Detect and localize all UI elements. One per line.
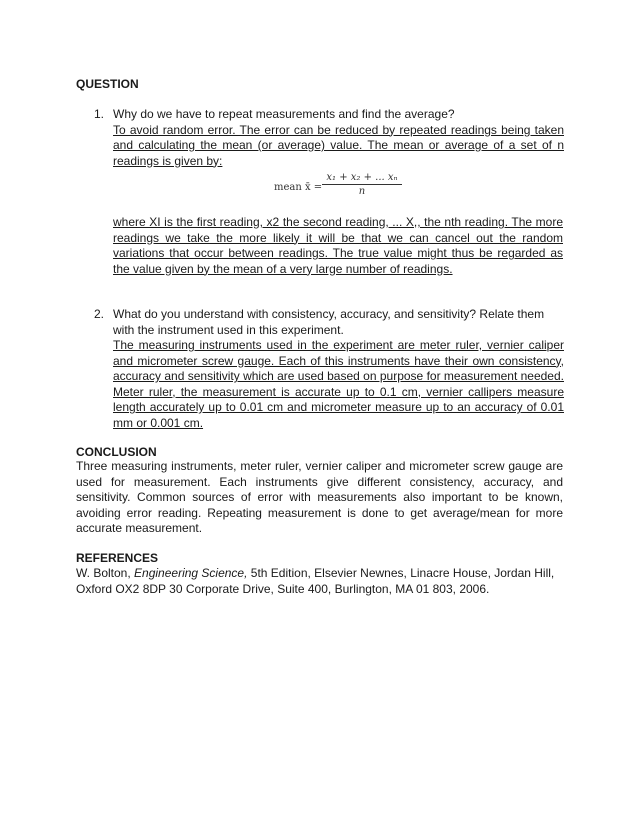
formula-numerator: x₁ + x₂ + ... xₙ: [322, 172, 402, 185]
item-number: 2.: [94, 307, 105, 321]
references-heading: REFERENCES: [76, 551, 159, 565]
reference-author: W. Bolton,: [76, 566, 135, 580]
question-text: Why do we have to repeat measurements and find the average?: [113, 107, 455, 121]
question-item-1: [94, 107, 564, 169]
item-number: 1.: [94, 107, 105, 121]
formula-fraction: [322, 172, 402, 197]
formula-lhs: mean x̄ =: [274, 182, 323, 193]
answer-text: To avoid random error. The error can be reduced by repeated readings being taken and calculating the mean (or average) value. The mean or average of a set of n readings is given by:: [113, 122, 564, 168]
reference-details: 5th Edition, Elsevier Newnes, Linacre House, Jordan Hill, Oxford OX2 8DP 30 Corporate Drive, Suite 400, Burlington, MA 01 803, 2006.: [76, 566, 555, 596]
answer-continuation: where XI is the first reading, x2 the second reading, ... X,, the nth reading. The more readings we take the more likely it will be that we can cancel out the random variations that occur between readings. The true value might thus be regarded as the value given by the mean of a very large number of readings.: [113, 215, 563, 276]
reference-title: Engineering Science,: [134, 566, 248, 580]
answer-text: The measuring instruments used in the experiment are meter ruler, vernier caliper and micrometer screw gauge. Each of this instruments have their own consistency, accuracy and sensitivity which are used based on purpose for measurement needed. Meter ruler, the measurement is accurate up to 0.1 cm, vernier callipers measure length accurately up to 0.01 cm and micrometer measure up to an accuracy of 0.01 mm or 0.001 cm.: [113, 338, 564, 430]
conclusion-text: Three measuring instruments, meter ruler, vernier caliper and micrometer screw gauge are used for measurement. Each instruments give different consistency, accuracy, and sensitivity. Common sources of error with measurements also important to be known, avoiding error reading. Repeating measurement is done to get average/mean for more accurate measurement.: [76, 459, 563, 535]
conclusion-heading: CONCLUSION: [76, 445, 157, 459]
question-heading: QUESTION: [76, 77, 139, 91]
mean-formula: [270, 172, 410, 202]
reference-entry: [76, 566, 563, 597]
formula-denominator: n: [358, 186, 366, 197]
question-item-2: [94, 307, 564, 431]
question-text: What do you understand with consistency, accuracy, and sensitivity? Relate them with the instrument used in this experiment.: [113, 307, 545, 337]
